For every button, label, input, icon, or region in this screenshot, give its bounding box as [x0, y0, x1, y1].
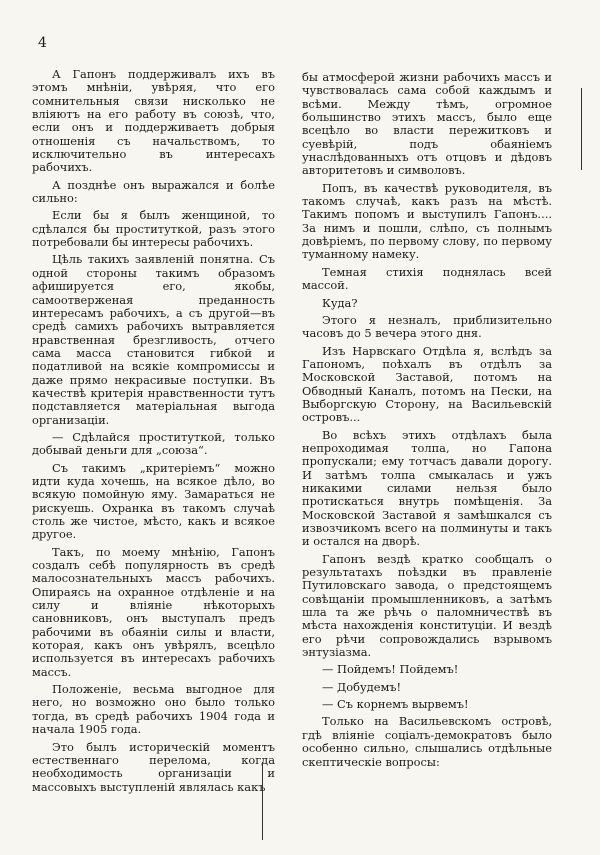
paragraph: Гапонъ вездѣ кратко сообщалъ о результатахъ поѣздки въ правленіе Путиловскаго завода, о предстоящемъ совѣщаніи промышленниковъ, а затѣмъ шла та же рѣчь о паломничествѣ въ мѣста нахожденія конституціи. И вездѣ его рѣчи сопровождались взрывомъ энтузіазма.: [302, 551, 552, 660]
paragraph: Съ такимъ „критеріемъ“ можно идти куда хочешь, на всякое дѣло, во всякую помойную яму. Замараться не рискуешь. Охранка въ такомъ случаѣ столь же чистое, мѣсто, какъ и всякое другое.: [32, 460, 275, 542]
page-number: 4: [38, 35, 47, 51]
paragraph: Темная стихія поднялась всей массой.: [302, 264, 552, 293]
paragraph: Попъ, въ качествѣ руководителя, въ такомъ случаѣ, какъ разъ на мѣстѣ. Такимъ попомъ и выступилъ Гапонъ.... За нимъ и пошли, слѣпо, съ полнымъ довѣріемъ, по первому слову, по первому туманному намеку.: [302, 180, 552, 262]
paragraph: Во всѣхъ этихъ отдѣлахъ была непроходимая толпа, но Гапона пропускали; ему тотчасъ давали дорогу. И затѣмъ толпа смыкалась и ужъ никакими силами нельзя было протискаться внутрь помѣщенія. За Московской Заставой я замѣшкался съ извозчикомъ всего на полминуты и такъ и остался на дворѣ.: [302, 427, 552, 549]
exclamation-line: — Съ корнемъ вырвемъ!: [322, 697, 469, 712]
paragraph: Этого я незналъ, приблизительно часовъ до 5 вечера этого дня.: [302, 312, 552, 341]
exclamation-line: — Добудемъ!: [322, 679, 402, 694]
quote-paragraph: Если бы я былъ женщиной, то сдѣлался бы проституткой, разъ этого потребовали бы интересы рабочихъ.: [32, 208, 275, 250]
margin-bracket-mark: [262, 762, 269, 840]
paragraph: — Сдѣлайся проституткой, только добывай деньги для „союза“.: [32, 429, 275, 458]
left-column: [32, 68, 275, 798]
paragraph: Куда?: [322, 295, 358, 310]
margin-bracket-mark: [575, 88, 582, 170]
exclamation-line: — Пойдемъ! Пойдемъ!: [322, 662, 459, 677]
paragraph: А позднѣе онъ выражался и болѣе сильно:: [32, 177, 275, 206]
paragraph: Только на Васильевскомъ островѣ, гдѣ вліяніе соціалъ-демократовъ было особенно сильно, слышались отдѣльные скептическіе вопросы:: [302, 714, 552, 769]
paragraph: бы атмосферой жизни рабочихъ массъ и чувствовалась сама собой каждымъ и всѣми. Между тѣмъ, огромное большинство этихъ массъ, было еще всецѣло во власти пережитковъ и суевѣрій, подъ обаяніемъ унаслѣдованныхъ отъ отцовъ и дѣдовъ авторитетовъ и символовъ.: [302, 70, 552, 178]
paragraph: Изъ Нарвскаго Отдѣла я, вслѣдъ за Гапономъ, поѣхалъ въ отдѣлъ за Московской Заставой, потомъ на Обводный Каналъ, потомъ на Пески, на Выборгскую Сторону, на Васильевскій островъ...: [302, 343, 552, 425]
paragraph: Такъ, по моему мнѣнію, Гапонъ создалъ себѣ популярность въ средѣ малосознательныхъ массъ рабочихъ. Опираясь на охранное отдѣленіе и на силу и вліяніе нѣкоторыхъ сановниковъ, онъ выступалъ предъ рабочими въ обаяніи силы и власти, которая, какъ онъ увѣрялъ, всецѣло используется въ интересахъ рабочихъ массъ.: [32, 544, 275, 679]
paragraph: Цѣль такихъ заявленій понятна. Съ одной стороны такимъ образомъ афишируется его, якобы, самоотверженая преданность интересамъ рабочихъ, а съ другой—въ средѣ самихъ рабочихъ вытравляется нравственная брезгливость, отчего сама масса становится гибкой и податливой на всякіе компромиссы и даже прямо некрасивые поступки. Въ качествѣ критерія нравственности тутъ подставляется матеріальная выгода организаціи.: [32, 252, 275, 427]
paragraph: Это былъ историческій моментъ естественнаго перелома, когда необходимость организаціи и массовыхъ выступленій являлась какъ: [32, 739, 275, 794]
paragraph: Положеніе, весьма выгодное для него, но возможно оно было только тогда, въ средѣ рабочихъ 1904 года и начала 1905 года.: [32, 682, 275, 737]
paragraph: А Гапонъ поддерживалъ ихъ въ этомъ мнѣніи, увѣряя, что его сомнительныя связи нисколько не вліяютъ на его работу въ союзѣ, что, если онъ и поддерживаетъ добрыя отношенія съ начальствомъ, то исключительно въ интересахъ рабочихъ.: [32, 67, 275, 175]
right-column: [302, 71, 552, 773]
